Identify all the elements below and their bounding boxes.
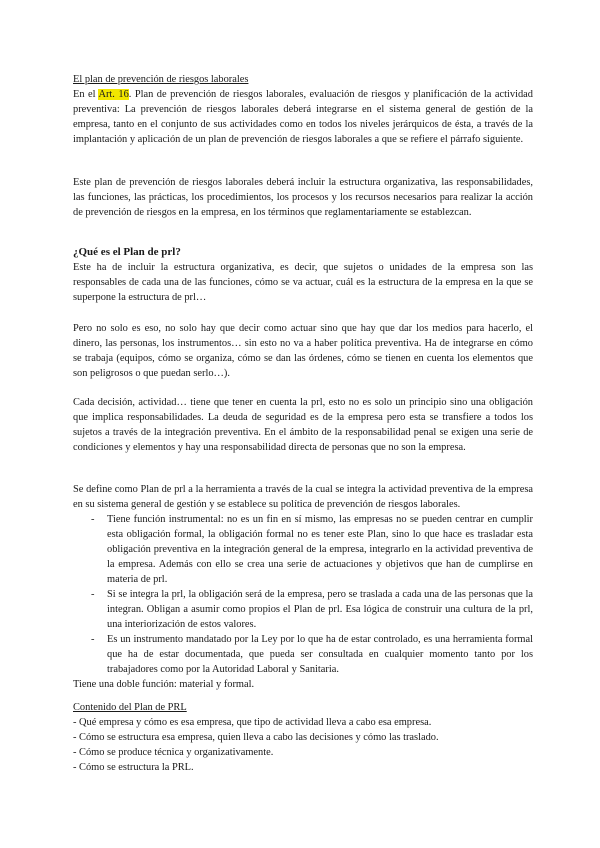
section-title: Contenido del Plan de PRL (73, 702, 187, 713)
section-responsabilidad (73, 395, 533, 455)
list-line: - Cómo se produce técnica y organizativamente. (73, 747, 274, 758)
section-heading: ¿Qué es el Plan de prl? (73, 246, 181, 258)
section-title: El plan de prevención de riesgos laborales (73, 74, 249, 85)
highlighted-article-reference: Art. 16 (98, 89, 129, 100)
bullet-list (73, 512, 533, 677)
list-line: - Cómo se estructura la PRL. (73, 762, 194, 773)
list-item-text: Es un instrumento mandatado por la Ley por lo que ha de estar controlado, es una herramienta formal que ha de estar documentada, que pueda ser consultada en cualquier momento tanto por los trabajadores como por la Autoridad Laboral y Sanitaria. (107, 634, 533, 675)
bullet-marker: - (91, 589, 95, 600)
paragraph: Cada decisión, actividad… tiene que tener en cuenta la prl, esto no es solo un principio sino una obligación que implica responsabilidades. La deuda de seguridad es de la empresa pero esta se transfiere a todos los sujetos a través de la integración preventiva. En el ámbito de la responsabilidad penal se exigen una serie de condiciones y elementos y hay una responsabilidad directa de personas que no son la empresa. (73, 397, 533, 453)
paragraph: Este ha de incluir la estructura organizativa, es decir, que sujetos o unidades de la empresa son las responsables de cada una de las funciones, cómo se va actuar, cuál es la estructura de la empresa en la que se superpone la estructura de prl… (73, 262, 533, 303)
paragraph-text: En el (73, 89, 99, 100)
list-line: - Cómo se estructura esa empresa, quien lleva a cabo las decisiones y cómo las traslado. (73, 732, 439, 743)
bullet-marker: - (91, 514, 95, 525)
list-item (73, 587, 533, 632)
paragraph: Tiene una doble función: material y formal. (73, 679, 255, 690)
paragraph: Se define como Plan de prl a la herramienta a través de la cual se integra la actividad preventiva de la empresa en su sistema general de gestión y se establece su política de prevención de riesgos laborales. (73, 484, 533, 510)
section-plan-prevencion (73, 72, 533, 147)
paragraph-art16 (73, 87, 533, 147)
section-plan-contenido-intro (73, 175, 533, 220)
paragraph-text: . Plan de prevención de riesgos laborales, evaluación de riesgos y planificación de la actividad preventiva: La prevención de riesgos laborales deberá integrarse en el sistema general de gestión de la empresa, tanto en el conjunto de sus actividades como en todos los niveles jerárquicos de ésta, a través de la implantación y aplicación de un plan de prevención de riesgos laborales a que se refiere el párrafo siguiente. (73, 89, 533, 145)
paragraph: Pero no solo es eso, no solo hay que decir como actuar sino que hay que dar los medios para hacerlo, el dinero, las personas, los instrumentos… sin esto no va a haber política preventiva. Ha de integrarse en cómo se trabaja (equipos, cómo se organiza, cómo se dan las órdenes, cómo se tienen en cuenta los elementos que son peligrosos o que puedan serlo…). (73, 323, 533, 379)
list-item (73, 512, 533, 587)
list-item-text: Tiene función instrumental: no es un fin en sí mismo, las empresas no se pueden centrar en cumplir esta obligación formal, la obligación formal no es tener este Plan, sino lo que hace es trasladar esta obligación preventiva en la integración general de la empresa, integrarlo en la actividad preventiva de la empresa. Además con ello se crea una serie de actuaciones y objetivos que han de cumplirse en materia de prl. (107, 514, 533, 585)
section-definicion (73, 482, 533, 692)
list-line: - Qué empresa y cómo es esa empresa, que tipo de actividad lleva a cabo esa empresa. (73, 717, 432, 728)
section-medios (73, 321, 533, 381)
paragraph: Este plan de prevención de riesgos laborales deberá incluir la estructura organizativa, las responsabilidades, las funciones, las prácticas, los procedimientos, los procesos y los recursos necesarios para realizar la acción de prevención de riesgos en la empresa, en los términos que reglamentariamente se establezcan. (73, 177, 533, 218)
section-que-es-plan (73, 245, 533, 305)
section-contenido-plan (73, 700, 533, 775)
bullet-marker: - (91, 634, 95, 645)
list-item-text: Si se integra la prl, la obligación será de la empresa, pero se traslada a cada una de las personas que la integran. Obligan a asumir como propios el Plan de prl. Esa lógica de construir una cultura de la prl, una interiorización de estos valores. (107, 589, 533, 630)
list-item (73, 632, 533, 677)
